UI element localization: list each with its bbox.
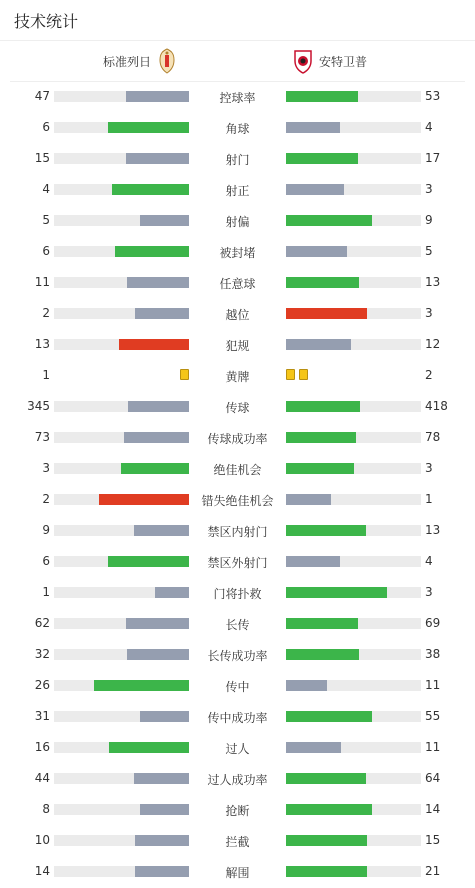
stat-row (0, 329, 475, 360)
away-bar-fill (286, 866, 367, 877)
away-bar-track (286, 401, 421, 412)
home-bar-fill (126, 153, 189, 164)
away-bar-track (286, 339, 421, 350)
stat-label: 射偏 (225, 215, 250, 229)
home-bar-fill (126, 618, 189, 629)
away-value: 14 (425, 802, 441, 816)
home-bar-track (54, 184, 189, 195)
away-value: 3 (425, 585, 433, 599)
stat-row (0, 422, 475, 453)
home-value: 6 (42, 554, 50, 568)
home-value: 31 (34, 709, 50, 723)
stat-row (0, 577, 475, 608)
home-value: 73 (34, 430, 50, 444)
yellow-card-icon (180, 369, 189, 380)
away-team-logo-icon (293, 48, 313, 74)
away-value: 2 (425, 368, 433, 382)
home-bar-track (54, 91, 189, 102)
away-bar-fill (286, 525, 366, 536)
home-value: 44 (34, 771, 50, 785)
stat-label: 拦截 (225, 835, 250, 849)
stat-row (0, 298, 475, 329)
away-bar-track (286, 153, 421, 164)
stats-list (0, 81, 475, 887)
stat-row (0, 825, 475, 856)
stat-row (0, 856, 475, 887)
away-value: 1 (425, 492, 433, 506)
stat-label: 解围 (225, 866, 250, 880)
stat-label: 任意球 (219, 277, 256, 291)
home-team-logo-icon (157, 48, 177, 74)
stat-row (0, 267, 475, 298)
stat-row (0, 112, 475, 143)
away-bar-fill (286, 587, 387, 598)
home-value: 47 (34, 89, 50, 103)
home-bar-track (54, 308, 189, 319)
away-bar-fill (286, 215, 372, 226)
away-bar-track (286, 246, 421, 257)
away-value: 38 (425, 647, 441, 661)
away-value: 21 (425, 864, 441, 878)
teams-header (10, 41, 465, 82)
home-bar-fill (127, 649, 189, 660)
home-value: 62 (34, 616, 50, 630)
home-value: 26 (34, 678, 50, 692)
home-bar-track (54, 742, 189, 753)
home-value: 3 (42, 461, 50, 475)
home-bar-fill (135, 866, 189, 877)
stat-label: 过人成功率 (207, 773, 268, 787)
home-bar-fill (140, 711, 189, 722)
home-bar-fill (115, 246, 189, 257)
home-value: 5 (42, 213, 50, 227)
home-value: 13 (34, 337, 50, 351)
away-value: 15 (425, 833, 441, 847)
stat-label: 犯规 (225, 339, 250, 353)
stat-row (0, 484, 475, 515)
home-value: 345 (27, 399, 50, 413)
home-bar-track (54, 153, 189, 164)
home-bar-fill (155, 587, 189, 598)
home-value: 2 (42, 492, 50, 506)
stat-label: 错失绝佳机会 (201, 494, 274, 508)
away-value: 418 (425, 399, 448, 413)
home-bar-fill (112, 184, 189, 195)
stat-row (0, 701, 475, 732)
yellow-card-icon (299, 369, 308, 380)
home-value: 2 (42, 306, 50, 320)
home-bar-fill (128, 401, 189, 412)
stat-label: 黄牌 (225, 370, 250, 384)
away-bar-fill (286, 742, 341, 753)
stat-row (0, 608, 475, 639)
away-bar-track (286, 804, 421, 815)
stat-label: 传中 (225, 680, 250, 694)
away-bar-track (286, 308, 421, 319)
away-bar-fill (286, 463, 354, 474)
away-bar-track (286, 556, 421, 567)
home-yellow-cards (180, 369, 189, 380)
away-value: 78 (425, 430, 441, 444)
away-value: 9 (425, 213, 433, 227)
away-team-name: 安特卫普 (319, 54, 368, 69)
stat-label: 越位 (225, 308, 250, 322)
home-bar-fill (134, 773, 189, 784)
away-bar-track (286, 711, 421, 722)
stat-label: 长传 (225, 618, 250, 632)
away-bar-fill (286, 618, 358, 629)
home-bar-fill (108, 556, 189, 567)
home-value: 10 (34, 833, 50, 847)
home-value: 32 (34, 647, 50, 661)
stat-label: 传球成功率 (207, 432, 268, 446)
away-team[interactable] (293, 48, 367, 74)
home-bar-track (54, 773, 189, 784)
away-bar-track (286, 742, 421, 753)
stat-label: 被封堵 (219, 246, 256, 260)
home-value: 15 (34, 151, 50, 165)
home-bar-track (54, 215, 189, 226)
away-value: 11 (425, 740, 441, 754)
stat-label: 门将扑救 (213, 587, 262, 601)
home-bar-fill (134, 525, 189, 536)
away-bar-track (286, 122, 421, 133)
home-bar-track (54, 432, 189, 443)
stat-label: 传球 (225, 401, 250, 415)
home-bar-fill (127, 277, 189, 288)
section-title: 技术统计 (14, 12, 79, 31)
stat-row (0, 794, 475, 825)
home-bar-track (54, 649, 189, 660)
home-value: 1 (42, 368, 50, 382)
home-team[interactable] (103, 48, 177, 74)
away-bar-track (286, 184, 421, 195)
home-bar-track (54, 339, 189, 350)
away-bar-track (286, 525, 421, 536)
home-value: 9 (42, 523, 50, 537)
home-bar-track (54, 463, 189, 474)
home-bar-track (54, 246, 189, 257)
home-value: 6 (42, 120, 50, 134)
home-bar-fill (135, 835, 189, 846)
away-bar-track (286, 432, 421, 443)
away-bar-fill (286, 401, 360, 412)
home-bar-track (54, 618, 189, 629)
stat-row (0, 81, 475, 112)
away-bar-track (286, 587, 421, 598)
stat-label: 禁区内射门 (207, 525, 268, 539)
away-bar-fill (286, 277, 359, 288)
away-value: 13 (425, 523, 441, 537)
home-bar-track (54, 556, 189, 567)
home-bar-track (54, 711, 189, 722)
home-bar-track (54, 835, 189, 846)
home-value: 6 (42, 244, 50, 258)
home-bar-fill (109, 742, 189, 753)
away-bar-track (286, 91, 421, 102)
away-bar-track (286, 680, 421, 691)
home-value: 16 (34, 740, 50, 754)
home-bar-fill (124, 432, 189, 443)
stat-row (0, 546, 475, 577)
away-value: 17 (425, 151, 441, 165)
away-value: 12 (425, 337, 441, 351)
away-value: 69 (425, 616, 441, 630)
away-bar-fill (286, 804, 372, 815)
away-value: 4 (425, 554, 433, 568)
home-bar-track (54, 866, 189, 877)
away-value: 53 (425, 89, 441, 103)
stat-row (0, 515, 475, 546)
stat-row (0, 670, 475, 701)
stat-label: 绝佳机会 (213, 463, 262, 477)
home-bar-track (54, 525, 189, 536)
home-bar-track (54, 401, 189, 412)
away-bar-fill (286, 680, 327, 691)
home-bar-fill (140, 215, 189, 226)
away-bar-fill (286, 649, 359, 660)
away-bar-track (286, 277, 421, 288)
home-bar-track (54, 277, 189, 288)
away-value: 11 (425, 678, 441, 692)
away-bar-track (286, 866, 421, 877)
home-bar-track (54, 494, 189, 505)
home-bar-track (54, 680, 189, 691)
home-value: 14 (34, 864, 50, 878)
away-bar-fill (286, 773, 366, 784)
stat-label: 角球 (225, 122, 250, 136)
stat-row (0, 236, 475, 267)
home-bar-fill (99, 494, 189, 505)
stat-row (0, 639, 475, 670)
home-value: 4 (42, 182, 50, 196)
away-bar-track (286, 649, 421, 660)
stat-label: 长传成功率 (207, 649, 268, 663)
stat-row (0, 360, 475, 391)
home-bar-track (54, 122, 189, 133)
stat-label: 射正 (225, 184, 250, 198)
away-value: 55 (425, 709, 441, 723)
home-bar-track (54, 804, 189, 815)
away-bar-track (286, 773, 421, 784)
stat-row (0, 391, 475, 422)
away-bar-fill (286, 711, 372, 722)
away-bar-fill (286, 339, 351, 350)
stat-label: 传中成功率 (207, 711, 268, 725)
away-value: 64 (425, 771, 441, 785)
away-value: 3 (425, 182, 433, 196)
stat-row (0, 763, 475, 794)
home-bar-fill (119, 339, 189, 350)
home-value: 11 (34, 275, 50, 289)
away-value: 3 (425, 306, 433, 320)
stat-row (0, 143, 475, 174)
away-bar-fill (286, 494, 331, 505)
away-yellow-cards (286, 369, 308, 380)
away-bar-fill (286, 835, 367, 846)
away-value: 13 (425, 275, 441, 289)
away-value: 5 (425, 244, 433, 258)
stat-row (0, 453, 475, 484)
away-bar-fill (286, 246, 347, 257)
away-value: 3 (425, 461, 433, 475)
away-bar-track (286, 835, 421, 846)
away-bar-track (286, 463, 421, 474)
away-bar-fill (286, 91, 358, 102)
home-value: 1 (42, 585, 50, 599)
away-bar-fill (286, 556, 340, 567)
stat-label: 射门 (225, 153, 250, 167)
home-bar-fill (94, 680, 189, 691)
home-bar-fill (135, 308, 189, 319)
away-bar-fill (286, 432, 356, 443)
stat-row (0, 174, 475, 205)
away-bar-fill (286, 122, 340, 133)
stat-label: 控球率 (219, 91, 256, 105)
stat-label: 禁区外射门 (207, 556, 268, 570)
home-bar-fill (121, 463, 189, 474)
stat-row (0, 732, 475, 763)
home-team-name: 标准列日 (102, 54, 151, 69)
away-bar-track (286, 215, 421, 226)
away-bar-track (286, 494, 421, 505)
home-bar-fill (126, 91, 189, 102)
home-value: 8 (42, 802, 50, 816)
home-bar-fill (140, 804, 189, 815)
yellow-card-icon (286, 369, 295, 380)
away-bar-fill (286, 308, 367, 319)
away-bar-fill (286, 184, 344, 195)
away-value: 4 (425, 120, 433, 134)
home-bar-fill (108, 122, 189, 133)
stat-label: 抢断 (225, 804, 250, 818)
stat-row (0, 205, 475, 236)
away-bar-track (286, 618, 421, 629)
away-bar-fill (286, 153, 358, 164)
stat-label: 过人 (225, 742, 250, 756)
home-bar-track (54, 587, 189, 598)
